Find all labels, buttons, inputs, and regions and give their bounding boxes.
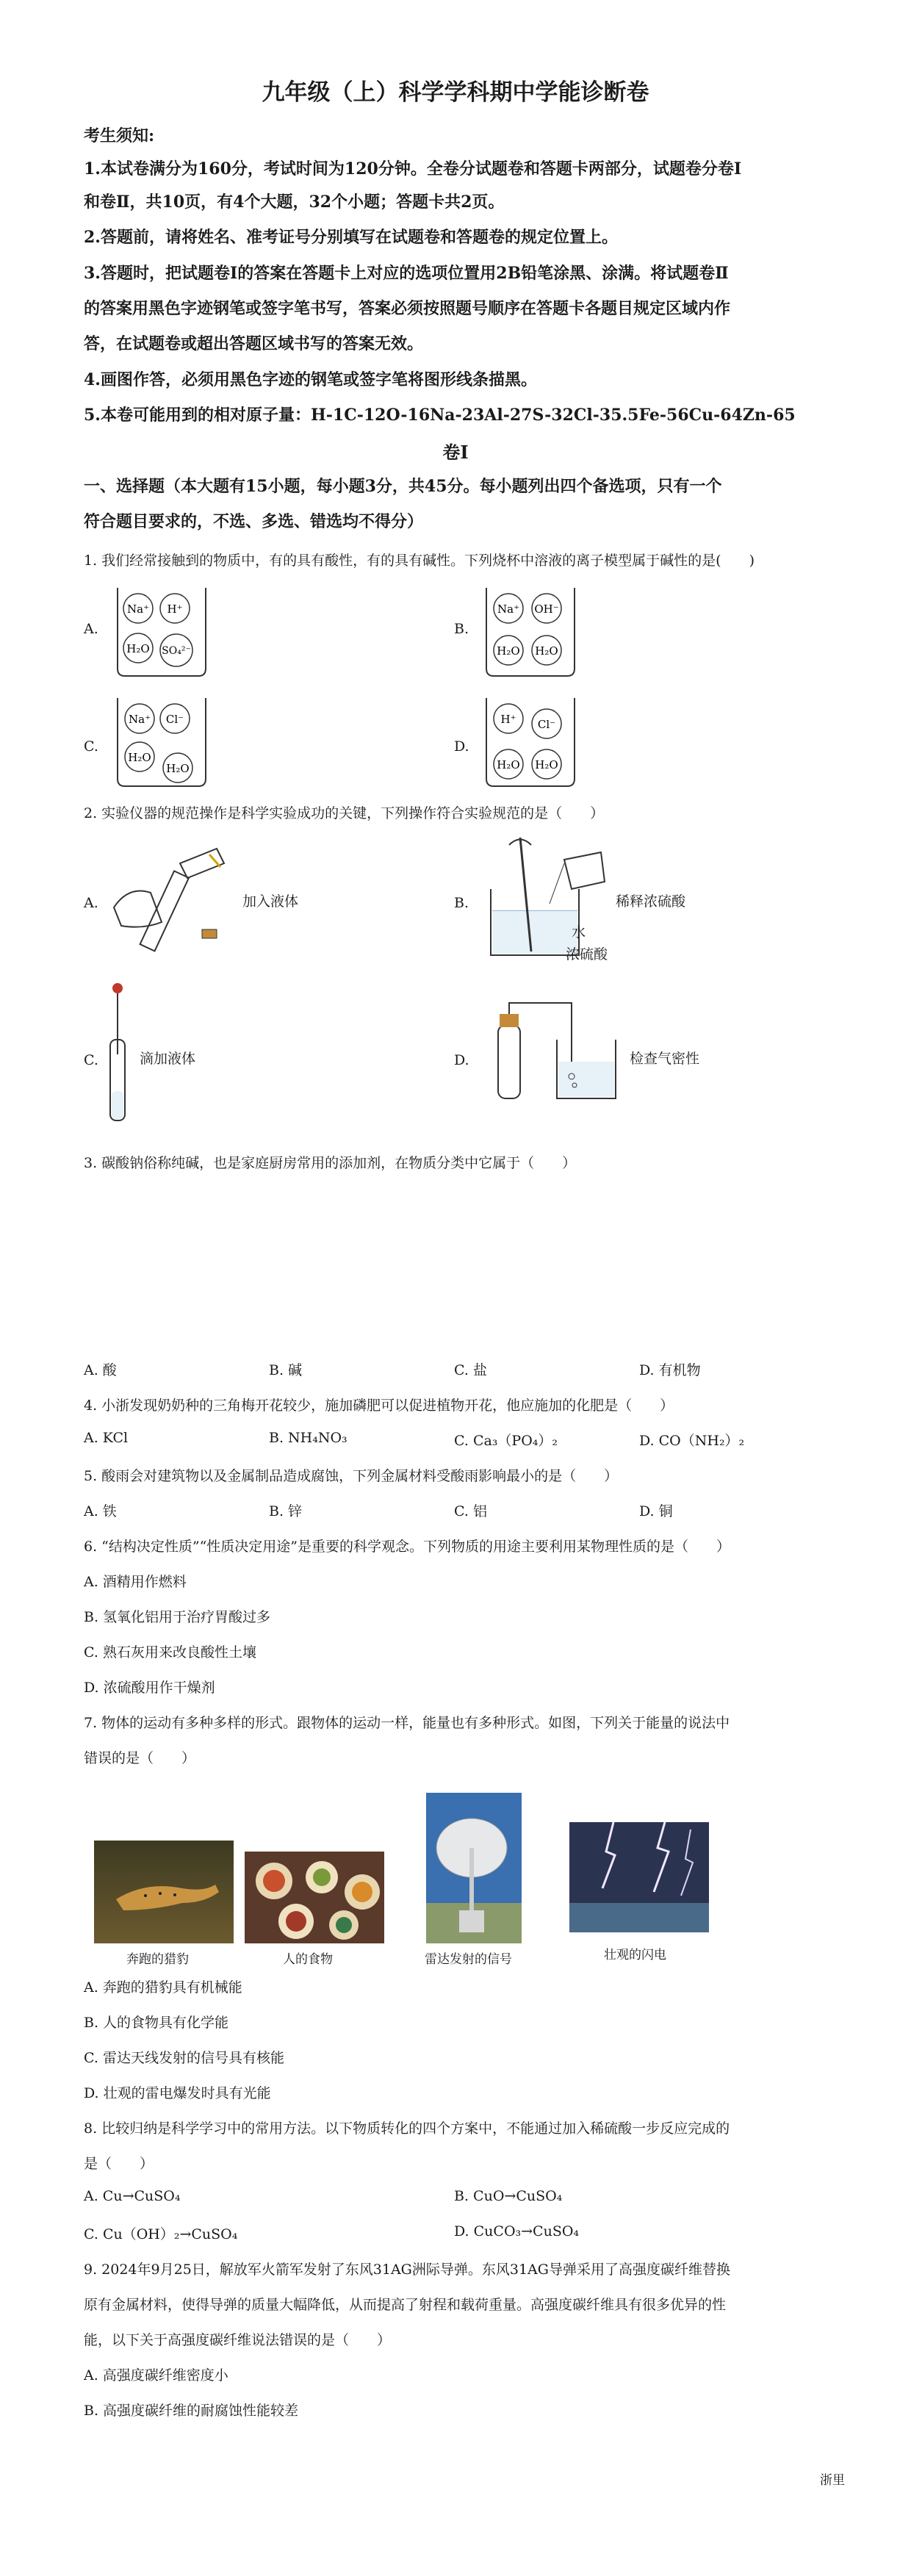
- q4-option-b: B. NH₄NO₃: [269, 1430, 348, 1446]
- question-4-stem: 4. 小浙发现奶奶种的三角梅开花较少，施加磷肥可以促进植物开花，他应施加的化肥是（ ）: [84, 1397, 674, 1414]
- q3-option-c: C. 盐: [454, 1362, 487, 1378]
- q1-beaker-a: [110, 580, 213, 683]
- notice-heading: 考生须知:: [84, 126, 155, 145]
- question-9-stem-cont: 能，以下关于高强度碳纤维说法错误的是（ ）: [84, 2332, 392, 2348]
- q6-option-a: A. 酒精用作燃料: [84, 1574, 187, 1590]
- ion-label: H₂O: [535, 644, 558, 658]
- q6-option-c: C. 熟石灰用来改良酸性土壤: [84, 1644, 256, 1661]
- ion-label: H₂O: [497, 758, 520, 771]
- q4-option-d: D. CO（NH₂）₂: [639, 1433, 745, 1449]
- section-heading: 一、选择题（本大题有15小题，每小题3分，共45分。每小题列出四个备选项，只有一个: [84, 477, 722, 496]
- q1-option-d-label: D.: [454, 738, 469, 755]
- q1-beaker-d: [479, 691, 582, 794]
- volume-heading: 卷Ⅰ: [442, 442, 469, 463]
- q9-option-b: B. 高强度碳纤维的耐腐蚀性能较差: [84, 2403, 299, 2419]
- q8-option-a: A. Cu→CuSO₄: [84, 2188, 181, 2204]
- q7-option-c: C. 雷达天线发射的信号具有核能: [84, 2050, 284, 2066]
- q3-option-b: B. 碱: [269, 1362, 303, 1378]
- ion-label: H₂O: [497, 644, 520, 658]
- q7-caption-lightning: 壮观的闪电: [604, 1948, 666, 1962]
- ion-label: Na⁺: [497, 602, 519, 616]
- q6-option-b: B. 氢氧化铝用于治疗胃酸过多: [84, 1609, 271, 1625]
- question-8-stem: 8. 比较归纳是科学学习中的常用方法。以下物质转化的四个方案中，不能通过加入稀硫酸一步反应完成的: [84, 2120, 730, 2137]
- q5-option-d: D. 铜: [639, 1503, 673, 1519]
- question-7-stem-cont: 错误的是（ ）: [84, 1750, 196, 1766]
- q2-caption-b: 稀释浓硫酸: [616, 893, 686, 910]
- ion-label: Na⁺: [127, 602, 149, 616]
- ion-label: H⁺: [167, 602, 183, 616]
- notice-line: 2.答题前，请将姓名、准考证号分别填写在试题卷和答题卷的规定位置上。: [84, 228, 618, 247]
- ion-label: H⁺: [500, 713, 516, 726]
- q2-image-c-dropper: [103, 981, 132, 1128]
- question-7-stem: 7. 物体的运动有多种多样的形式。跟物体的运动一样，能量也有多种形式。如图，下列关于能量的说法中: [84, 1715, 730, 1731]
- ion-label: H₂O: [166, 762, 190, 775]
- q3-option-d: D. 有机物: [639, 1362, 701, 1378]
- q8-option-b: B. CuO→CuSO₄: [454, 2188, 563, 2204]
- q2-caption-c: 滴加液体: [140, 1051, 196, 1067]
- q4-option-a: A. KCl: [84, 1430, 129, 1446]
- q1-beaker-c: [110, 691, 213, 794]
- question-5-stem: 5. 酸雨会对建筑物以及金属制品造成腐蚀，下列金属材料受酸雨影响最小的是（ ）: [84, 1468, 619, 1484]
- q7-caption-food: 人的食物: [283, 1952, 333, 1967]
- notice-line: 和卷Ⅱ，共10页，有4个大题，32个小题；答题卡共2页。: [84, 193, 505, 212]
- q6-option-d: D. 浓硫酸用作干燥剂: [84, 1680, 215, 1696]
- q1-beaker-b: [479, 580, 582, 683]
- q2-image-d-airtight-check: [476, 996, 630, 1106]
- q7-option-d: D. 壮观的雷电爆发时具有光能: [84, 2085, 271, 2101]
- q8-option-d: D. CuCO₃→CuSO₄: [454, 2223, 580, 2239]
- q7-caption-cheetah: 奔跑的猎豹: [126, 1952, 189, 1967]
- q7-option-a: A. 奔跑的猎豹具有机械能: [84, 1979, 242, 1996]
- section-heading: 符合题目要求的，不选、多选、错选均不得分）: [84, 512, 424, 531]
- notice-line: 答，在试题卷或超出答题区域书写的答案无效。: [84, 334, 424, 353]
- ion-label: SO₄²⁻: [162, 645, 191, 657]
- q2-label-water: 水: [572, 924, 586, 940]
- ion-label: Na⁺: [129, 713, 151, 726]
- q5-option-a: A. 铁: [84, 1503, 117, 1519]
- q2-image-b-dilute-acid: [476, 830, 616, 963]
- q8-option-c: C. Cu（OH）₂→CuSO₄: [84, 2226, 238, 2242]
- notice-line: 3.答题时，把试题卷Ⅰ的答案在答题卡上对应的选项位置用2B铅笔涂黑、涂满。将试题卷Ⅱ: [84, 264, 729, 283]
- q7-image-cheetah: [94, 1841, 234, 1943]
- question-9-stem-cont: 原有金属材料，使得导弹的质量大幅降低，从而提高了射程和载荷重量。高强度碳纤维具有很多优异的性: [84, 2297, 727, 2313]
- notice-line: 的答案用黑色字迹钢笔或签字笔书写，答案必须按照题号顺序在答题卡各题目规定区域内作: [84, 299, 731, 318]
- ion-label: OH⁻: [534, 602, 559, 616]
- q2-option-b-label: B.: [454, 895, 469, 911]
- question-2-stem: 2. 实验仪器的规范操作是科学实验成功的关键，下列操作符合实验规范的是（ ）: [84, 805, 605, 821]
- q2-image-a-pour-liquid: [107, 834, 239, 959]
- q7-image-radar: [426, 1793, 522, 1943]
- q7-image-lightning: [569, 1822, 709, 1932]
- notice-line: 1.本试卷满分为160分，考试时间为120分钟。全卷分试题卷和答题卡两部分，试题卷分卷Ⅰ: [84, 159, 742, 179]
- question-9-stem: 9. 2024年9月25日，解放军火箭军发射了东风31AG洲际导弹。东风31AG导弹采用了高强度碳纤维替换: [84, 2262, 730, 2278]
- q2-caption-a: 加入液体: [242, 893, 299, 910]
- q7-option-b: B. 人的食物具有化学能: [84, 2015, 229, 2031]
- q7-caption-radar: 雷达发射的信号: [425, 1952, 512, 1967]
- q5-option-c: C. 铝: [454, 1503, 487, 1519]
- ion-label: H₂O: [128, 751, 151, 764]
- q1-option-a-label: A.: [84, 621, 98, 637]
- q4-option-c: C. Ca₃（PO₄）₂: [454, 1433, 558, 1449]
- q2-option-a-label: A.: [84, 895, 98, 911]
- notice-line: 5.本卷可能用到的相对原子量：H-1C-12O-16Na-23Al-27S-32Cl-35.5Fe-56Cu-64Zn-65: [84, 406, 796, 425]
- q2-caption-d: 检查气密性: [630, 1051, 700, 1067]
- footer-text: 浙里: [820, 2473, 845, 2488]
- notice-line: 4.画图作答，必须用黑色字迹的钢笔或签字笔将图形线条描黑。: [84, 370, 537, 389]
- q1-option-c-label: C.: [84, 738, 98, 755]
- q2-option-c-label: C.: [84, 1052, 98, 1068]
- q3-option-a: A. 酸: [84, 1362, 117, 1378]
- question-8-stem-cont: 是（ ）: [84, 2156, 154, 2172]
- q2-label-conc-acid: 浓硫酸: [566, 946, 608, 963]
- question-1-stem: 1. 我们经常接触到的物质中，有的具有酸性，有的具有碱性。下列烧杯中溶液的离子模型属于碱性的是( ): [84, 553, 755, 569]
- q7-image-food: [245, 1852, 384, 1943]
- q2-option-d-label: D.: [454, 1052, 469, 1068]
- ion-label: Cl⁻: [165, 713, 184, 726]
- q5-option-b: B. 锌: [269, 1503, 303, 1519]
- q9-option-a: A. 高强度碳纤维密度小: [84, 2367, 228, 2383]
- ion-label: Cl⁻: [537, 718, 556, 731]
- question-6-stem: 6. “结构决定性质”“性质决定用途”是重要的科学观念。下列物质的用途主要利用某物理性质的是（ ）: [84, 1539, 731, 1555]
- page-title: 九年级（上）科学学科期中学能诊断卷: [262, 79, 649, 106]
- ion-label: H₂O: [126, 642, 150, 655]
- q1-option-b-label: B.: [454, 621, 469, 637]
- question-3-stem: 3. 碳酸钠俗称纯碱，也是家庭厨房常用的添加剂，在物质分类中它属于（ ）: [84, 1155, 577, 1171]
- ion-label: H₂O: [535, 758, 558, 771]
